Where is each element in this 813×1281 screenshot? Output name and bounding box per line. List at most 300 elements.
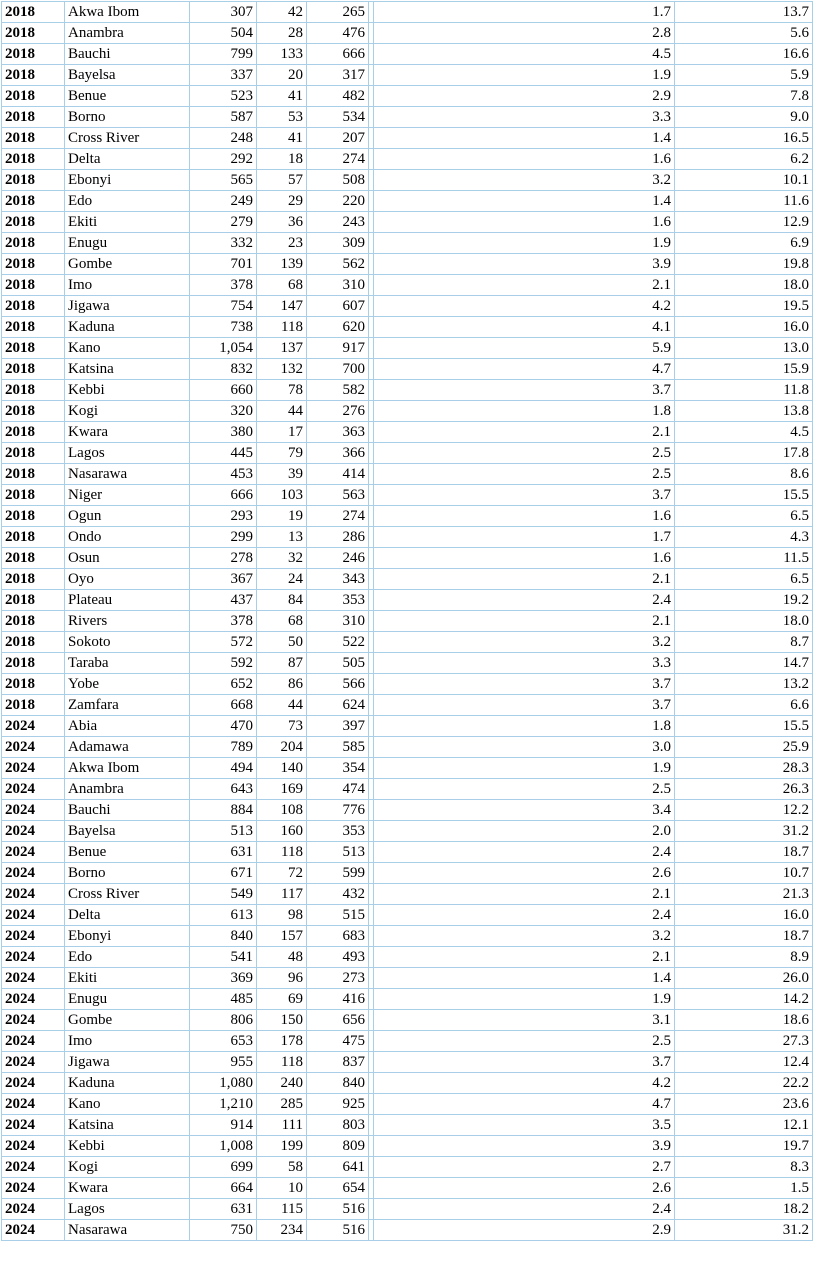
data-table bbox=[1, 1, 813, 1241]
value-a-cell: 24 bbox=[257, 569, 307, 590]
total-cell: 453 bbox=[190, 464, 257, 485]
table-row bbox=[2, 1220, 813, 1241]
rate-2-cell: 11.5 bbox=[675, 548, 813, 569]
rate-2-cell: 7.8 bbox=[675, 86, 813, 107]
rate-1-cell: 1.4 bbox=[374, 968, 675, 989]
value-b-cell: 809 bbox=[307, 1136, 369, 1157]
value-b-cell: 654 bbox=[307, 1178, 369, 1199]
rate-2-cell: 13.8 bbox=[675, 401, 813, 422]
value-a-cell: 41 bbox=[257, 86, 307, 107]
total-cell: 249 bbox=[190, 191, 257, 212]
year-cell: 2018 bbox=[2, 338, 65, 359]
rate-1-cell: 3.5 bbox=[374, 1115, 675, 1136]
year-cell: 2018 bbox=[2, 317, 65, 338]
year-cell: 2018 bbox=[2, 632, 65, 653]
total-cell: 1,054 bbox=[190, 338, 257, 359]
value-b-cell: 366 bbox=[307, 443, 369, 464]
rate-1-cell: 4.7 bbox=[374, 1094, 675, 1115]
value-b-cell: 276 bbox=[307, 401, 369, 422]
rate-2-cell: 17.8 bbox=[675, 443, 813, 464]
rate-2-cell: 6.5 bbox=[675, 569, 813, 590]
table-row bbox=[2, 863, 813, 884]
year-cell: 2024 bbox=[2, 716, 65, 737]
rate-2-cell: 15.5 bbox=[675, 485, 813, 506]
table-row bbox=[2, 758, 813, 779]
table-row bbox=[2, 296, 813, 317]
table-row bbox=[2, 65, 813, 86]
rate-2-cell: 8.7 bbox=[675, 632, 813, 653]
total-cell: 378 bbox=[190, 611, 257, 632]
rate-2-cell: 19.8 bbox=[675, 254, 813, 275]
value-a-cell: 133 bbox=[257, 44, 307, 65]
table-row bbox=[2, 170, 813, 191]
rate-1-cell: 1.6 bbox=[374, 506, 675, 527]
total-cell: 699 bbox=[190, 1157, 257, 1178]
table-row bbox=[2, 254, 813, 275]
value-a-cell: 132 bbox=[257, 359, 307, 380]
state-cell: Oyo bbox=[65, 569, 190, 590]
value-a-cell: 204 bbox=[257, 737, 307, 758]
table-row bbox=[2, 1199, 813, 1220]
rate-1-cell: 1.9 bbox=[374, 65, 675, 86]
value-b-cell: 563 bbox=[307, 485, 369, 506]
table-row bbox=[2, 44, 813, 65]
value-b-cell: 243 bbox=[307, 212, 369, 233]
year-cell: 2018 bbox=[2, 233, 65, 254]
rate-1-cell: 1.8 bbox=[374, 401, 675, 422]
value-a-cell: 72 bbox=[257, 863, 307, 884]
total-cell: 668 bbox=[190, 695, 257, 716]
value-b-cell: 353 bbox=[307, 821, 369, 842]
state-cell: Adamawa bbox=[65, 737, 190, 758]
year-cell: 2024 bbox=[2, 737, 65, 758]
rate-1-cell: 1.9 bbox=[374, 989, 675, 1010]
total-cell: 840 bbox=[190, 926, 257, 947]
rate-2-cell: 8.6 bbox=[675, 464, 813, 485]
value-b-cell: 683 bbox=[307, 926, 369, 947]
rate-1-cell: 2.9 bbox=[374, 1220, 675, 1241]
value-b-cell: 700 bbox=[307, 359, 369, 380]
value-a-cell: 36 bbox=[257, 212, 307, 233]
value-b-cell: 837 bbox=[307, 1052, 369, 1073]
rate-1-cell: 3.2 bbox=[374, 632, 675, 653]
rate-2-cell: 18.2 bbox=[675, 1199, 813, 1220]
rate-1-cell: 3.0 bbox=[374, 737, 675, 758]
value-b-cell: 917 bbox=[307, 338, 369, 359]
value-b-cell: 656 bbox=[307, 1010, 369, 1031]
state-cell: Ondo bbox=[65, 527, 190, 548]
state-cell: Sokoto bbox=[65, 632, 190, 653]
table-row bbox=[2, 1094, 813, 1115]
value-a-cell: 13 bbox=[257, 527, 307, 548]
year-cell: 2024 bbox=[2, 884, 65, 905]
rate-1-cell: 2.4 bbox=[374, 842, 675, 863]
rate-1-cell: 3.7 bbox=[374, 1052, 675, 1073]
state-cell: Abia bbox=[65, 716, 190, 737]
value-a-cell: 137 bbox=[257, 338, 307, 359]
year-cell: 2018 bbox=[2, 464, 65, 485]
rate-1-cell: 2.4 bbox=[374, 905, 675, 926]
rate-1-cell: 3.3 bbox=[374, 107, 675, 128]
total-cell: 292 bbox=[190, 149, 257, 170]
value-b-cell: 513 bbox=[307, 842, 369, 863]
value-a-cell: 169 bbox=[257, 779, 307, 800]
value-b-cell: 476 bbox=[307, 23, 369, 44]
rate-2-cell: 14.7 bbox=[675, 653, 813, 674]
value-a-cell: 73 bbox=[257, 716, 307, 737]
total-cell: 806 bbox=[190, 1010, 257, 1031]
year-cell: 2018 bbox=[2, 275, 65, 296]
rate-2-cell: 9.0 bbox=[675, 107, 813, 128]
year-cell: 2018 bbox=[2, 401, 65, 422]
rate-2-cell: 4.3 bbox=[675, 527, 813, 548]
state-cell: Katsina bbox=[65, 1115, 190, 1136]
table-row bbox=[2, 317, 813, 338]
state-cell: Kaduna bbox=[65, 317, 190, 338]
value-a-cell: 86 bbox=[257, 674, 307, 695]
table-row bbox=[2, 86, 813, 107]
table-row bbox=[2, 128, 813, 149]
total-cell: 293 bbox=[190, 506, 257, 527]
value-a-cell: 115 bbox=[257, 1199, 307, 1220]
total-cell: 337 bbox=[190, 65, 257, 86]
table-row bbox=[2, 905, 813, 926]
year-cell: 2018 bbox=[2, 695, 65, 716]
table-row bbox=[2, 611, 813, 632]
total-cell: 299 bbox=[190, 527, 257, 548]
rate-2-cell: 4.5 bbox=[675, 422, 813, 443]
value-a-cell: 140 bbox=[257, 758, 307, 779]
rate-2-cell: 14.2 bbox=[675, 989, 813, 1010]
total-cell: 380 bbox=[190, 422, 257, 443]
total-cell: 789 bbox=[190, 737, 257, 758]
state-cell: Niger bbox=[65, 485, 190, 506]
state-cell: Lagos bbox=[65, 1199, 190, 1220]
year-cell: 2024 bbox=[2, 1220, 65, 1241]
value-a-cell: 10 bbox=[257, 1178, 307, 1199]
value-a-cell: 68 bbox=[257, 275, 307, 296]
rate-1-cell: 2.1 bbox=[374, 275, 675, 296]
total-cell: 279 bbox=[190, 212, 257, 233]
total-cell: 437 bbox=[190, 590, 257, 611]
year-cell: 2024 bbox=[2, 1073, 65, 1094]
state-cell: Gombe bbox=[65, 1010, 190, 1031]
year-cell: 2018 bbox=[2, 107, 65, 128]
rate-1-cell: 2.9 bbox=[374, 86, 675, 107]
rate-1-cell: 3.3 bbox=[374, 653, 675, 674]
value-b-cell: 475 bbox=[307, 1031, 369, 1052]
table-row bbox=[2, 674, 813, 695]
value-a-cell: 285 bbox=[257, 1094, 307, 1115]
year-cell: 2018 bbox=[2, 569, 65, 590]
value-b-cell: 309 bbox=[307, 233, 369, 254]
year-cell: 2024 bbox=[2, 758, 65, 779]
total-cell: 955 bbox=[190, 1052, 257, 1073]
table-row bbox=[2, 800, 813, 821]
rate-2-cell: 12.2 bbox=[675, 800, 813, 821]
year-cell: 2024 bbox=[2, 947, 65, 968]
rate-2-cell: 18.7 bbox=[675, 926, 813, 947]
rate-1-cell: 2.5 bbox=[374, 443, 675, 464]
value-b-cell: 516 bbox=[307, 1220, 369, 1241]
state-cell: Lagos bbox=[65, 443, 190, 464]
value-a-cell: 57 bbox=[257, 170, 307, 191]
total-cell: 664 bbox=[190, 1178, 257, 1199]
state-cell: Edo bbox=[65, 947, 190, 968]
rate-1-cell: 4.1 bbox=[374, 317, 675, 338]
value-b-cell: 414 bbox=[307, 464, 369, 485]
value-b-cell: 416 bbox=[307, 989, 369, 1010]
table-row bbox=[2, 842, 813, 863]
rate-1-cell: 3.1 bbox=[374, 1010, 675, 1031]
state-cell: Akwa Ibom bbox=[65, 758, 190, 779]
year-cell: 2018 bbox=[2, 422, 65, 443]
state-cell: Borno bbox=[65, 863, 190, 884]
total-cell: 445 bbox=[190, 443, 257, 464]
rate-2-cell: 19.7 bbox=[675, 1136, 813, 1157]
year-cell: 2018 bbox=[2, 506, 65, 527]
value-a-cell: 18 bbox=[257, 149, 307, 170]
year-cell: 2024 bbox=[2, 1010, 65, 1031]
state-cell: Ekiti bbox=[65, 968, 190, 989]
state-cell: Kebbi bbox=[65, 380, 190, 401]
value-a-cell: 28 bbox=[257, 23, 307, 44]
value-b-cell: 317 bbox=[307, 65, 369, 86]
value-b-cell: 522 bbox=[307, 632, 369, 653]
state-cell: Akwa Ibom bbox=[65, 2, 190, 23]
value-b-cell: 274 bbox=[307, 506, 369, 527]
rate-1-cell: 1.6 bbox=[374, 149, 675, 170]
value-a-cell: 50 bbox=[257, 632, 307, 653]
value-b-cell: 265 bbox=[307, 2, 369, 23]
state-cell: Delta bbox=[65, 149, 190, 170]
value-b-cell: 516 bbox=[307, 1199, 369, 1220]
state-cell: Borno bbox=[65, 107, 190, 128]
value-a-cell: 160 bbox=[257, 821, 307, 842]
value-b-cell: 925 bbox=[307, 1094, 369, 1115]
state-cell: Enugu bbox=[65, 233, 190, 254]
value-a-cell: 53 bbox=[257, 107, 307, 128]
state-cell: Taraba bbox=[65, 653, 190, 674]
total-cell: 660 bbox=[190, 380, 257, 401]
table-row bbox=[2, 1115, 813, 1136]
rate-1-cell: 2.1 bbox=[374, 422, 675, 443]
rate-2-cell: 26.0 bbox=[675, 968, 813, 989]
state-cell: Kogi bbox=[65, 401, 190, 422]
state-cell: Jigawa bbox=[65, 1052, 190, 1073]
total-cell: 738 bbox=[190, 317, 257, 338]
value-a-cell: 79 bbox=[257, 443, 307, 464]
total-cell: 754 bbox=[190, 296, 257, 317]
value-b-cell: 397 bbox=[307, 716, 369, 737]
value-b-cell: 803 bbox=[307, 1115, 369, 1136]
rate-1-cell: 1.9 bbox=[374, 758, 675, 779]
rate-1-cell: 5.9 bbox=[374, 338, 675, 359]
state-cell: Ekiti bbox=[65, 212, 190, 233]
total-cell: 504 bbox=[190, 23, 257, 44]
rate-2-cell: 8.3 bbox=[675, 1157, 813, 1178]
year-cell: 2024 bbox=[2, 800, 65, 821]
table-row bbox=[2, 653, 813, 674]
total-cell: 671 bbox=[190, 863, 257, 884]
year-cell: 2024 bbox=[2, 1178, 65, 1199]
rate-1-cell: 2.6 bbox=[374, 1178, 675, 1199]
value-b-cell: 840 bbox=[307, 1073, 369, 1094]
table-row bbox=[2, 779, 813, 800]
rate-1-cell: 3.7 bbox=[374, 695, 675, 716]
year-cell: 2024 bbox=[2, 842, 65, 863]
table-row bbox=[2, 149, 813, 170]
value-b-cell: 562 bbox=[307, 254, 369, 275]
table-row bbox=[2, 464, 813, 485]
rate-2-cell: 8.9 bbox=[675, 947, 813, 968]
value-a-cell: 29 bbox=[257, 191, 307, 212]
rate-1-cell: 1.9 bbox=[374, 233, 675, 254]
value-b-cell: 607 bbox=[307, 296, 369, 317]
state-cell: Benue bbox=[65, 842, 190, 863]
year-cell: 2024 bbox=[2, 1052, 65, 1073]
state-cell: Kaduna bbox=[65, 1073, 190, 1094]
rate-1-cell: 3.7 bbox=[374, 380, 675, 401]
rate-2-cell: 13.2 bbox=[675, 674, 813, 695]
table-row bbox=[2, 443, 813, 464]
table-row bbox=[2, 1136, 813, 1157]
state-cell: Cross River bbox=[65, 128, 190, 149]
total-cell: 587 bbox=[190, 107, 257, 128]
rate-1-cell: 3.9 bbox=[374, 1136, 675, 1157]
year-cell: 2024 bbox=[2, 821, 65, 842]
value-a-cell: 111 bbox=[257, 1115, 307, 1136]
year-cell: 2018 bbox=[2, 128, 65, 149]
value-a-cell: 39 bbox=[257, 464, 307, 485]
rate-2-cell: 15.5 bbox=[675, 716, 813, 737]
total-cell: 572 bbox=[190, 632, 257, 653]
table-row bbox=[2, 737, 813, 758]
value-b-cell: 624 bbox=[307, 695, 369, 716]
state-cell: Rivers bbox=[65, 611, 190, 632]
year-cell: 2024 bbox=[2, 863, 65, 884]
table-row bbox=[2, 695, 813, 716]
value-a-cell: 19 bbox=[257, 506, 307, 527]
rate-2-cell: 6.5 bbox=[675, 506, 813, 527]
value-b-cell: 274 bbox=[307, 149, 369, 170]
state-cell: Bauchi bbox=[65, 44, 190, 65]
year-cell: 2018 bbox=[2, 380, 65, 401]
rate-2-cell: 18.6 bbox=[675, 1010, 813, 1031]
value-b-cell: 353 bbox=[307, 590, 369, 611]
value-b-cell: 566 bbox=[307, 674, 369, 695]
year-cell: 2018 bbox=[2, 653, 65, 674]
year-cell: 2018 bbox=[2, 86, 65, 107]
rate-2-cell: 31.2 bbox=[675, 821, 813, 842]
total-cell: 643 bbox=[190, 779, 257, 800]
total-cell: 378 bbox=[190, 275, 257, 296]
rate-2-cell: 19.5 bbox=[675, 296, 813, 317]
state-cell: Bauchi bbox=[65, 800, 190, 821]
year-cell: 2018 bbox=[2, 2, 65, 23]
state-cell: Kogi bbox=[65, 1157, 190, 1178]
rate-2-cell: 12.4 bbox=[675, 1052, 813, 1073]
year-cell: 2024 bbox=[2, 1199, 65, 1220]
rate-2-cell: 11.8 bbox=[675, 380, 813, 401]
year-cell: 2024 bbox=[2, 989, 65, 1010]
total-cell: 666 bbox=[190, 485, 257, 506]
table-row bbox=[2, 401, 813, 422]
year-cell: 2024 bbox=[2, 1157, 65, 1178]
value-b-cell: 620 bbox=[307, 317, 369, 338]
value-b-cell: 666 bbox=[307, 44, 369, 65]
total-cell: 613 bbox=[190, 905, 257, 926]
value-b-cell: 776 bbox=[307, 800, 369, 821]
table-row bbox=[2, 275, 813, 296]
value-b-cell: 508 bbox=[307, 170, 369, 191]
value-b-cell: 220 bbox=[307, 191, 369, 212]
state-cell: Kwara bbox=[65, 422, 190, 443]
value-a-cell: 44 bbox=[257, 695, 307, 716]
value-a-cell: 98 bbox=[257, 905, 307, 926]
value-a-cell: 139 bbox=[257, 254, 307, 275]
state-cell: Imo bbox=[65, 1031, 190, 1052]
total-cell: 565 bbox=[190, 170, 257, 191]
rate-2-cell: 16.5 bbox=[675, 128, 813, 149]
state-cell: Nasarawa bbox=[65, 464, 190, 485]
value-a-cell: 178 bbox=[257, 1031, 307, 1052]
value-a-cell: 41 bbox=[257, 128, 307, 149]
value-b-cell: 534 bbox=[307, 107, 369, 128]
rate-1-cell: 1.4 bbox=[374, 191, 675, 212]
state-cell: Kebbi bbox=[65, 1136, 190, 1157]
rate-2-cell: 23.6 bbox=[675, 1094, 813, 1115]
rate-1-cell: 2.5 bbox=[374, 464, 675, 485]
total-cell: 631 bbox=[190, 1199, 257, 1220]
rate-1-cell: 3.7 bbox=[374, 674, 675, 695]
state-cell: Yobe bbox=[65, 674, 190, 695]
value-b-cell: 246 bbox=[307, 548, 369, 569]
value-a-cell: 23 bbox=[257, 233, 307, 254]
table-row bbox=[2, 884, 813, 905]
value-a-cell: 240 bbox=[257, 1073, 307, 1094]
rate-2-cell: 16.0 bbox=[675, 317, 813, 338]
rate-2-cell: 6.6 bbox=[675, 695, 813, 716]
state-cell: Kano bbox=[65, 338, 190, 359]
total-cell: 750 bbox=[190, 1220, 257, 1241]
state-cell: Zamfara bbox=[65, 695, 190, 716]
total-cell: 914 bbox=[190, 1115, 257, 1136]
table-row bbox=[2, 1178, 813, 1199]
year-cell: 2018 bbox=[2, 443, 65, 464]
total-cell: 248 bbox=[190, 128, 257, 149]
year-cell: 2018 bbox=[2, 191, 65, 212]
value-b-cell: 482 bbox=[307, 86, 369, 107]
state-cell: Plateau bbox=[65, 590, 190, 611]
table-row bbox=[2, 1031, 813, 1052]
state-cell: Enugu bbox=[65, 989, 190, 1010]
year-cell: 2018 bbox=[2, 149, 65, 170]
total-cell: 470 bbox=[190, 716, 257, 737]
value-a-cell: 42 bbox=[257, 2, 307, 23]
year-cell: 2018 bbox=[2, 296, 65, 317]
value-a-cell: 118 bbox=[257, 842, 307, 863]
total-cell: 307 bbox=[190, 2, 257, 23]
value-a-cell: 78 bbox=[257, 380, 307, 401]
total-cell: 832 bbox=[190, 359, 257, 380]
value-b-cell: 354 bbox=[307, 758, 369, 779]
value-b-cell: 286 bbox=[307, 527, 369, 548]
table-row bbox=[2, 1157, 813, 1178]
table-row bbox=[2, 947, 813, 968]
year-cell: 2018 bbox=[2, 44, 65, 65]
state-cell: Nasarawa bbox=[65, 1220, 190, 1241]
